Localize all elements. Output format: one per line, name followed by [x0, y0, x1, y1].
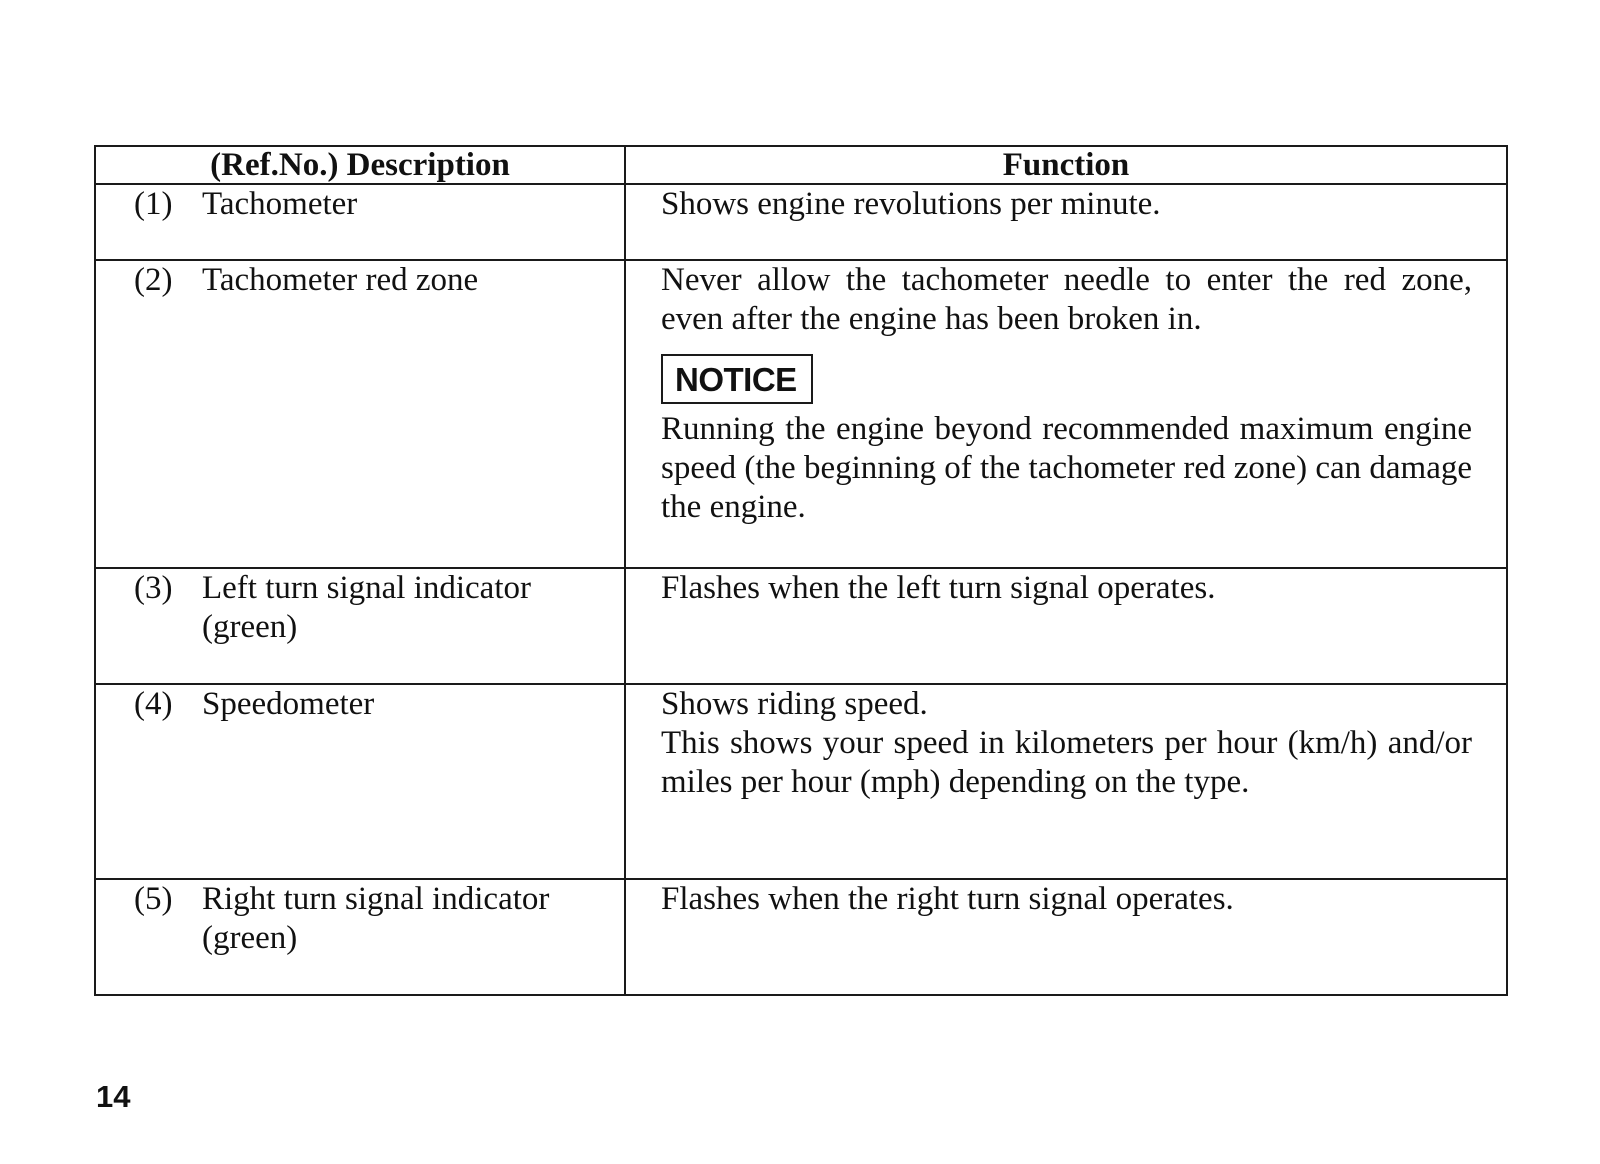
- item-description: Speedometer: [202, 686, 375, 722]
- table-row: [95, 260, 1507, 568]
- description-cell: [95, 260, 625, 568]
- function-text: Shows engine revolutions per minute.: [661, 186, 1161, 222]
- function-text: Shows riding speed.: [661, 686, 928, 722]
- function-text: Flashes when the left turn signal operates.: [661, 570, 1216, 606]
- item-description: Tachometer red zone: [202, 262, 479, 298]
- function-text: Flashes when the right turn signal operates.: [661, 881, 1234, 917]
- table-header-row: [95, 146, 1507, 184]
- table-row: [95, 684, 1507, 879]
- description-cell: [95, 684, 625, 879]
- function-cell: [625, 260, 1507, 568]
- table-row: [95, 184, 1507, 260]
- function-column-header: Function: [625, 146, 1507, 184]
- function-cell: [625, 879, 1507, 995]
- reference-number: (5): [134, 881, 173, 917]
- function-text: This shows your speed in kilometers per hour (km/h) and/or miles per hour (mph) depending on the type.: [661, 725, 1472, 800]
- function-cell: [625, 184, 1507, 260]
- notice-text: Running the engine beyond recommended maximum engine speed (the beginning of the tachometer red zone) can damage the engine.: [661, 411, 1472, 525]
- function-cell: [625, 684, 1507, 879]
- reference-number: (1): [134, 186, 173, 222]
- page-number: 14: [96, 1079, 131, 1114]
- description-cell: [95, 184, 625, 260]
- item-description: Right turn signal indicator (green): [202, 881, 550, 956]
- description-cell: [95, 568, 625, 684]
- function-cell: [625, 568, 1507, 684]
- function-text: Never allow the tachometer needle to enter the red zone, even after the engine has been broken in.: [661, 262, 1472, 337]
- item-description: Tachometer: [202, 186, 358, 222]
- item-description: Left turn signal indicator (green): [202, 570, 531, 645]
- table-row: [95, 568, 1507, 684]
- notice-label: NOTICE: [661, 354, 813, 404]
- table-row: [95, 879, 1507, 995]
- indicator-function-table: [94, 145, 1508, 996]
- reference-number: (2): [134, 262, 173, 298]
- reference-number: (4): [134, 686, 173, 722]
- reference-number: (3): [134, 570, 173, 606]
- description-column-header: (Ref.No.) Description: [95, 146, 625, 184]
- description-cell: [95, 879, 625, 995]
